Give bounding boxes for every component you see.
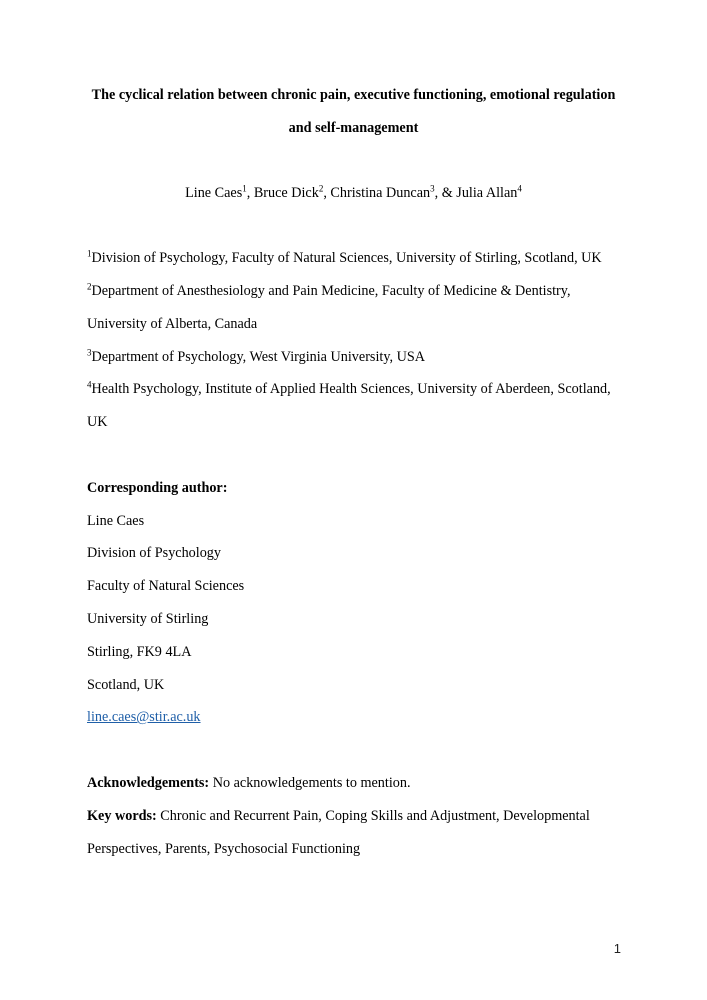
keywords-label: Key words: <box>87 808 157 824</box>
keywords-line <box>87 807 590 825</box>
affiliation-text: Division of Psychology, Faculty of Natural Sciences, University of Stirling, Scotland, UK <box>91 250 602 266</box>
corresponding-author-heading: Corresponding author: <box>87 480 228 496</box>
corresponding-author-name: Line Caes <box>87 513 145 529</box>
author-separator: , <box>323 185 331 201</box>
affiliation-2-continued: University of Alberta, Canada <box>87 316 258 332</box>
affiliation-marker: 3 <box>87 347 92 358</box>
corresponding-author-email-line <box>87 708 201 726</box>
author-name: Line Caes <box>185 185 243 201</box>
author-list <box>0 184 707 202</box>
affiliation-marker: 1 <box>87 248 92 259</box>
author-name: Bruce Dick <box>253 185 319 201</box>
keywords-continued: Perspectives, Parents, Psychosocial Functioning <box>87 841 361 857</box>
affiliation-text: Department of Anesthesiology and Pain Medicine, Faculty of Medicine & Dentistry, <box>91 283 571 299</box>
affiliation-4 <box>87 380 611 398</box>
author-affiliation-marker: 1 <box>242 183 247 194</box>
paper-title-line-2: and self-management <box>288 120 419 136</box>
keywords-text: Chronic and Recurrent Pain, Coping Skills and Adjustment, Developmental <box>156 808 590 824</box>
paper-title-line-1: The cyclical relation between chronic pain, executive functioning, emotional regulation <box>91 87 616 103</box>
author-affiliation-marker: 3 <box>430 183 435 194</box>
affiliation-4-continued: UK <box>87 414 108 430</box>
acknowledgements-text: No acknowledgements to mention. <box>209 775 411 791</box>
corresponding-author-department: Division of Psychology <box>87 545 221 561</box>
affiliation-marker: 4 <box>87 379 92 390</box>
author-name: Julia Allan <box>456 185 518 201</box>
corresponding-author-email-link[interactable]: line.caes@stir.ac.uk <box>87 709 201 725</box>
page-number: 1 <box>613 941 621 956</box>
author-affiliation-marker: 4 <box>517 183 522 194</box>
corresponding-author-university: University of Stirling <box>87 611 209 627</box>
author-name: Christina Duncan <box>330 185 431 201</box>
corresponding-author-faculty: Faculty of Natural Sciences <box>87 578 245 594</box>
acknowledgements-line <box>87 774 411 792</box>
corresponding-author-country: Scotland, UK <box>87 677 165 693</box>
author-separator: , & <box>434 185 457 201</box>
affiliation-text: Health Psychology, Institute of Applied Health Sciences, University of Aberdeen, Scotland, <box>91 381 611 397</box>
affiliation-marker: 2 <box>87 281 92 292</box>
affiliation-1 <box>87 249 602 267</box>
affiliation-2 <box>87 282 571 300</box>
author-affiliation-marker: 2 <box>318 183 324 194</box>
acknowledgements-label: Acknowledgements: <box>87 775 210 791</box>
affiliation-3 <box>87 348 425 366</box>
corresponding-author-city: Stirling, FK9 4LA <box>87 644 192 660</box>
affiliation-text: Department of Psychology, West Virginia University, USA <box>91 349 425 365</box>
author-separator: , <box>246 185 254 201</box>
